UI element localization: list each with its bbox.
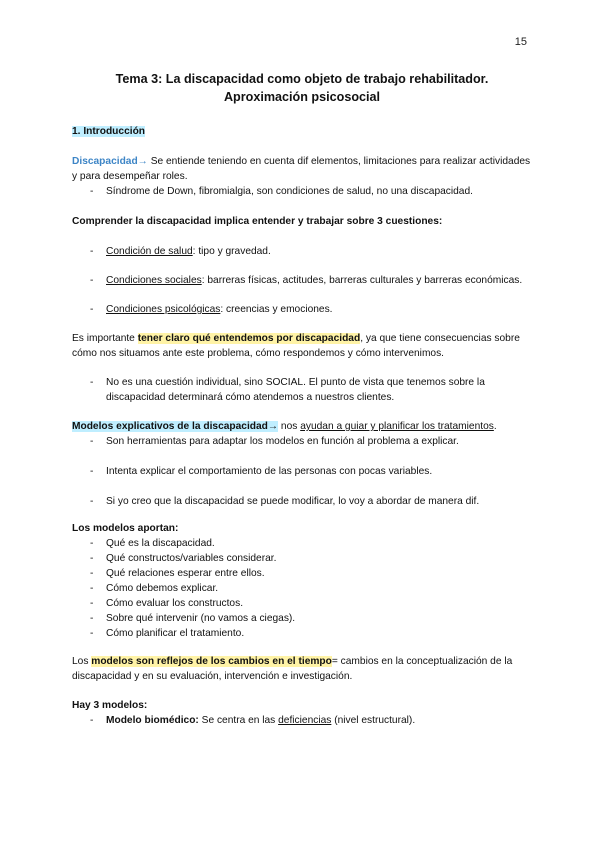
cuestion-label: Condiciones psicológicas [106,304,221,315]
title-line-1: Tema 3: La discapacidad como objeto de trabajo rehabilitador. [115,72,489,86]
cuestiones-list [72,244,532,317]
list-item: - Intenta explicar el comportamiento de las personas con pocas variables. [72,464,532,479]
list-item [72,244,532,259]
hay3-heading: Hay 3 modelos: [72,700,148,711]
title-line-2: Aproximación psicosocial [223,90,381,104]
cuestion-label: Condiciones sociales [106,275,202,286]
reflejos-highlight: modelos son reflejos de los cambios en el tiempo [91,656,332,667]
modelo-mid: Se centra en las [198,715,279,726]
modelo-end: (nivel estructural). [331,715,416,726]
cuestion-text: : tipo y gravedad. [192,246,271,257]
list-item: - Síndrome de Down, fibromialgia, son condiciones de salud, no una discapacidad. [72,184,532,199]
modelos-end: . [493,421,497,432]
cuestion-text: : creencias y emociones. [220,304,333,315]
list-item [72,713,532,728]
discapacidad-text: Se entiende teniendo en cuenta dif elementos, limitaciones para realizar actividades y para desempeñar roles. [72,156,531,182]
page-number: 15 [514,36,527,48]
reflejos-pre: Los [72,656,92,667]
cuestion-text: : barreras físicas, actitudes, barreras culturales y barreras económicas. [201,275,523,286]
document-body [72,70,532,728]
section-heading-text: 1. Introducción [72,126,146,137]
reflejos-post: = cambios en la conceptualización de la discapacidad y en su evaluación, intervención e investigación. [72,656,513,682]
section-heading [72,124,532,139]
list-item: - Cómo evaluar los constructos. [72,596,532,611]
modelo-name: Modelo biomédico: [106,715,199,726]
discapacidad-paragraph [72,154,532,184]
hay3-list [72,713,532,728]
list-item [72,302,532,317]
list-item: - Sobre qué intervenir (no vamos a ciegas). [72,611,532,626]
modelo-underline: deficiencias [278,715,332,726]
discapacidad-list [72,184,532,199]
list-item: - Qué relaciones esperar entre ellos. [72,566,532,581]
list-item: - Cómo planificar el tratamiento. [72,626,532,641]
importante-list [72,375,532,405]
cuestion-label: Condición de salud [106,246,193,257]
list-item [72,273,532,288]
modelos-list [72,434,532,509]
modelos-paragraph [72,419,532,434]
aportan-list [72,536,532,641]
list-item: - Son herramientas para adaptar los modelos en función al problema a explicar. [72,434,532,449]
list-item: - Cómo debemos explicar. [72,581,532,596]
reflejos-paragraph [72,654,532,684]
importante-post: , ya que tiene consecuencias sobre cómo nos situamos ante este problema, cómo respondemos y cómo intervenimos. [72,333,520,359]
modelos-highlight: Modelos explicativos de la discapacidad→ [72,421,279,432]
importante-pre: Es importante [72,333,138,344]
discapacidad-term: Discapacidad→ [72,156,148,167]
list-item: - No es una cuestión individual, sino SOCIAL. El punto de vista que tenemos sobre la discapacidad determinará cómo atendemos a nuestros clientes. [72,375,532,405]
modelos-underline: ayudan a guiar y planificar los tratamientos [300,421,494,432]
modelos-mid: nos [278,421,301,432]
importante-paragraph [72,331,532,361]
list-item: - Qué constructos/variables considerar. [72,551,532,566]
page-title [72,70,532,106]
list-item: - Si yo creo que la discapacidad se puede modificar, lo voy a abordar de manera dif. [72,494,532,509]
list-item: - Qué es la discapacidad. [72,536,532,551]
comprender-heading: Comprender la discapacidad implica entender y trabajar sobre 3 cuestiones: [72,216,443,227]
importante-highlight: tener claro qué entendemos por discapacidad [137,333,361,344]
aportan-heading: Los modelos aportan: [72,523,179,534]
